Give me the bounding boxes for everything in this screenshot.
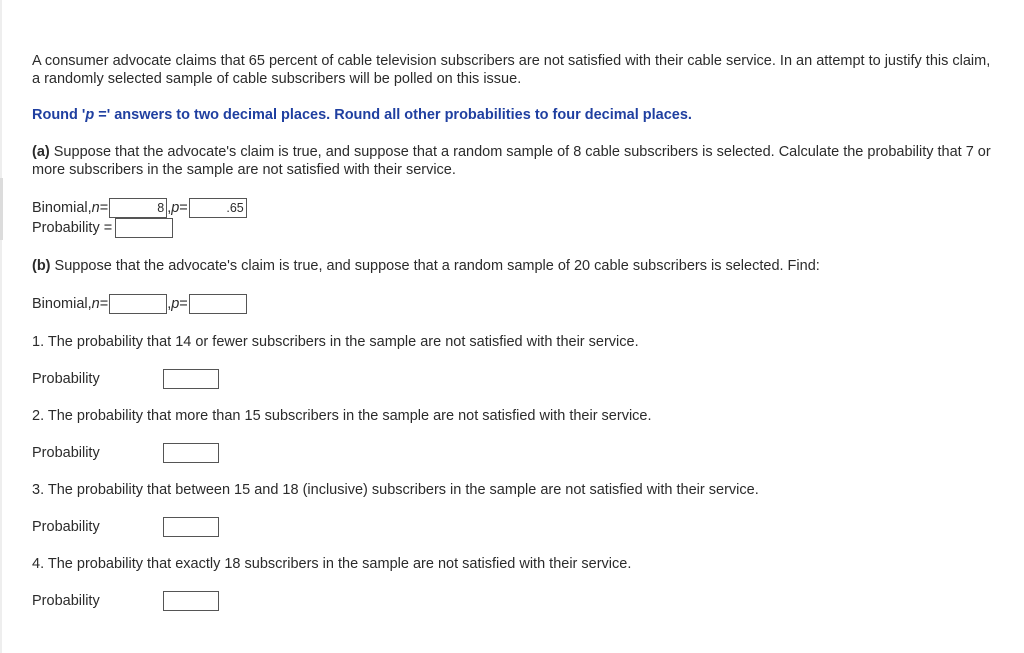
probability-label: Probability [32, 519, 100, 535]
part-a-probability-row [32, 218, 992, 238]
binomial-label: Binomial, [32, 200, 92, 216]
binomial-label: Binomial, [32, 296, 92, 312]
n-equals: = [99, 200, 109, 216]
rounding-prefix: Round ' [32, 107, 86, 123]
part-a-p-input[interactable] [189, 198, 247, 218]
problem-intro: A consumer advocate claims that 65 percent of cable television subscribers are not satisfied with their cable service. In an attempt to justify this claim, a randomly selected sample of cable subscribers will be polled on this issue. [32, 53, 991, 87]
rounding-instructions [32, 106, 992, 124]
p-var: p [171, 200, 180, 216]
comma: , [167, 200, 172, 216]
probability-label: Probability [32, 593, 100, 609]
part-a-question [32, 143, 992, 179]
part-b-q3-probability-input[interactable] [163, 517, 219, 537]
p-var: p [171, 296, 180, 312]
part-b-text: Suppose that the advocate's claim is true, and suppose that a random sample of 20 cable subscribers is selected. Find: [50, 258, 820, 274]
p-equals: = [179, 296, 188, 312]
part-b-q1-probability-row [32, 369, 992, 389]
part-a-label: (a) [32, 144, 50, 160]
n-var: n [91, 200, 100, 216]
part-b-q1-probability-input[interactable] [163, 369, 219, 389]
comma: , [167, 296, 172, 312]
part-b-q4-probability-row [32, 591, 992, 611]
part-b-question [32, 257, 992, 275]
question-content [32, 52, 992, 611]
n-var: n [91, 296, 100, 312]
p-equals: = [179, 200, 188, 216]
left-border-marker [0, 178, 3, 240]
left-border [0, 0, 2, 653]
part-b-question-3: 3. The probability that between 15 and 18 (inclusive) subscribers in the sample are not satisfied with their service. [32, 482, 759, 498]
part-b-p-input[interactable] [189, 294, 247, 314]
rounding-suffix: =' answers to two decimal places. Round all other probabilities to four decimal places. [94, 107, 692, 123]
part-a-binomial-row [32, 198, 992, 218]
part-b-binomial-row [32, 294, 992, 314]
part-b-q2-probability-input[interactable] [163, 443, 219, 463]
probability-label: Probability [32, 371, 100, 387]
part-b-question-1: 1. The probability that 14 or fewer subscribers in the sample are not satisfied with their service. [32, 334, 639, 350]
part-b-question-2: 2. The probability that more than 15 subscribers in the sample are not satisfied with their service. [32, 408, 652, 424]
part-a-n-input[interactable] [109, 198, 167, 218]
part-b-n-input[interactable] [109, 294, 167, 314]
part-a-probability-input[interactable] [115, 218, 173, 238]
part-b-q2-probability-row [32, 443, 992, 463]
rounding-p-var: p [85, 107, 95, 123]
probability-label: Probability = [32, 220, 113, 236]
n-equals: = [99, 296, 109, 312]
part-b-q4-probability-input[interactable] [163, 591, 219, 611]
probability-label: Probability [32, 445, 100, 461]
part-b-question-4: 4. The probability that exactly 18 subscribers in the sample are not satisfied with their service. [32, 556, 632, 572]
part-a-text: Suppose that the advocate's claim is true, and suppose that a random sample of 8 cable subscribers is selected. Calculate the probability that 7 or more subscribers in the sample are not satisfied with their service. [32, 144, 991, 178]
part-b-q3-probability-row [32, 517, 992, 537]
part-b-label: (b) [32, 258, 51, 274]
